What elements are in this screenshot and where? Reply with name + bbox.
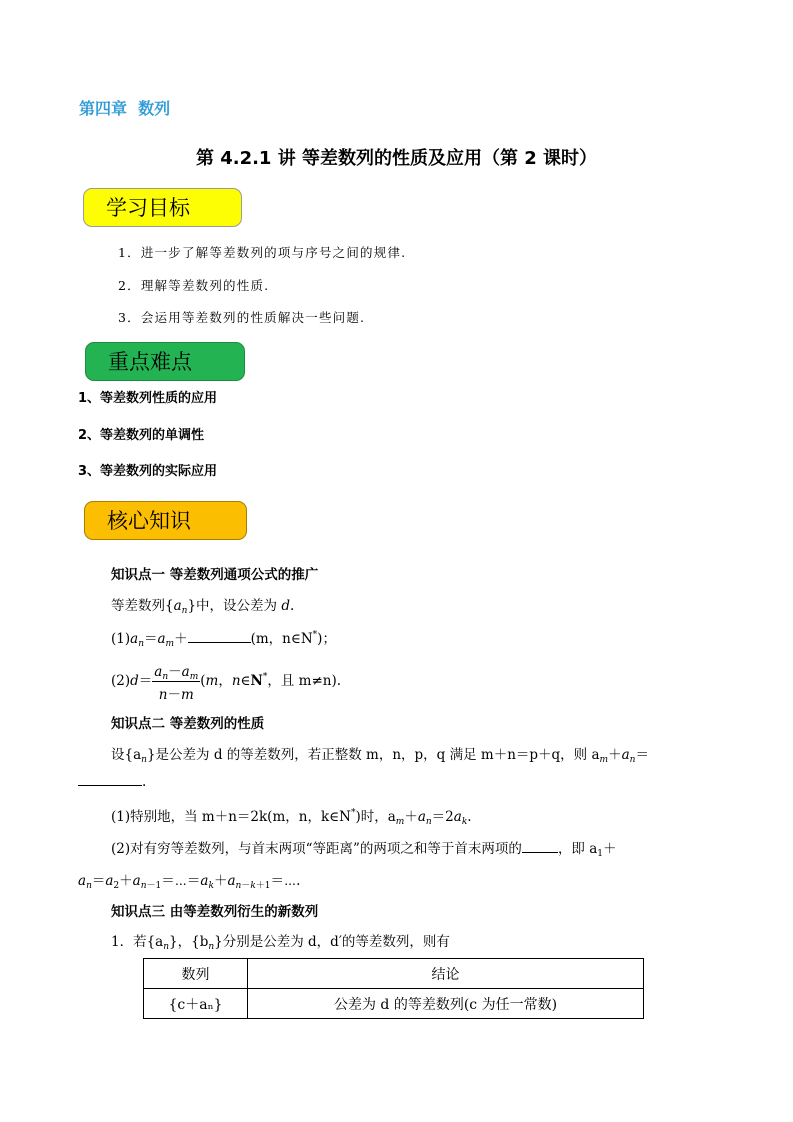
derived-sequence-table xyxy=(143,958,644,1019)
knowledge-point-2-heading: 知识点二 等差数列的性质 xyxy=(111,716,265,732)
lesson-title: 第 4.2.1 讲 等差数列的性质及应用（第 2 课时） xyxy=(195,148,598,169)
kp1-formula-2: (2)d＝ $\frac{a_n-a_m}{n-m}$ (m，n∈N*，且 m≠n). xyxy=(111,660,341,703)
kp2-line-1: 设$\{a_n\}$是公差为 d 的等差数列，若正整数 m，n，p，q 满足 m＋n＝p＋q，则 $a_m+a_n=$ xyxy=(111,747,649,765)
kp2-line-3: (1)特别地，当 m＋n＝2k(m，n，k∈N*)时，$a_m+a_n=2a_k$. xyxy=(111,808,472,827)
kp1-intro: 等差数列$\{a_n\}$中，设公差为 d. xyxy=(111,598,295,616)
kp2-line-4: (2)对有穷等差数列，与首末两项“等距离”的两项之和等于首末两项的 ，即 $a_1+$ xyxy=(111,841,617,859)
goal-item: 2．理解等差数列的性质. xyxy=(118,278,270,293)
kp2-line-2: . xyxy=(78,773,146,790)
kp1-formula-1: $(1)a_n=a_m+ (m$，n∈N*)； xyxy=(111,630,336,649)
core-knowledge-banner: 核心知识 xyxy=(84,501,247,540)
kp2-line-5: $a_n=a_2+a_{n-1}=\cdots=a_k+a_{n-k+1}=\cdots$. xyxy=(78,873,301,891)
table-cell: 公差为 d 的等差数列(c 为任一常数) xyxy=(248,989,644,1019)
key-point-item: 1、等差数列性质的应用 xyxy=(78,391,218,406)
knowledge-point-1-heading: 知识点一 等差数列通项公式的推广 xyxy=(111,567,319,583)
goals-banner: 学习目标 xyxy=(83,188,242,227)
knowledge-point-3-heading: 知识点三 由等差数列衍生的新数列 xyxy=(111,904,319,920)
table-header: 结论 xyxy=(248,959,644,989)
key-points-banner: 重点难点 xyxy=(85,342,245,381)
table-cell: {c＋aₙ} xyxy=(144,989,248,1019)
goal-item: 1．进一步了解等差数列的项与序号之间的规律. xyxy=(118,245,407,260)
table-header-row xyxy=(144,959,644,989)
kp3-line-1: 1．若$\{a_n\}$，$\{b_n\}$分别是公差为 d，d′的等差数列，则有 xyxy=(111,934,450,952)
table-header: 数列 xyxy=(144,959,248,989)
fill-blank xyxy=(78,773,142,786)
chapter-label: 第四章 数列 xyxy=(79,99,171,118)
table-row xyxy=(144,989,644,1019)
key-point-item: 3、等差数列的实际应用 xyxy=(78,464,218,479)
fraction: $\frac{a_n-a_m}{n-m}$ xyxy=(152,660,200,703)
key-point-item: 2、等差数列的单调性 xyxy=(78,428,205,443)
fill-blank xyxy=(522,840,558,853)
fill-blank xyxy=(188,630,251,643)
goal-item: 3．会运用等差数列的性质解决一些问题. xyxy=(118,310,366,325)
